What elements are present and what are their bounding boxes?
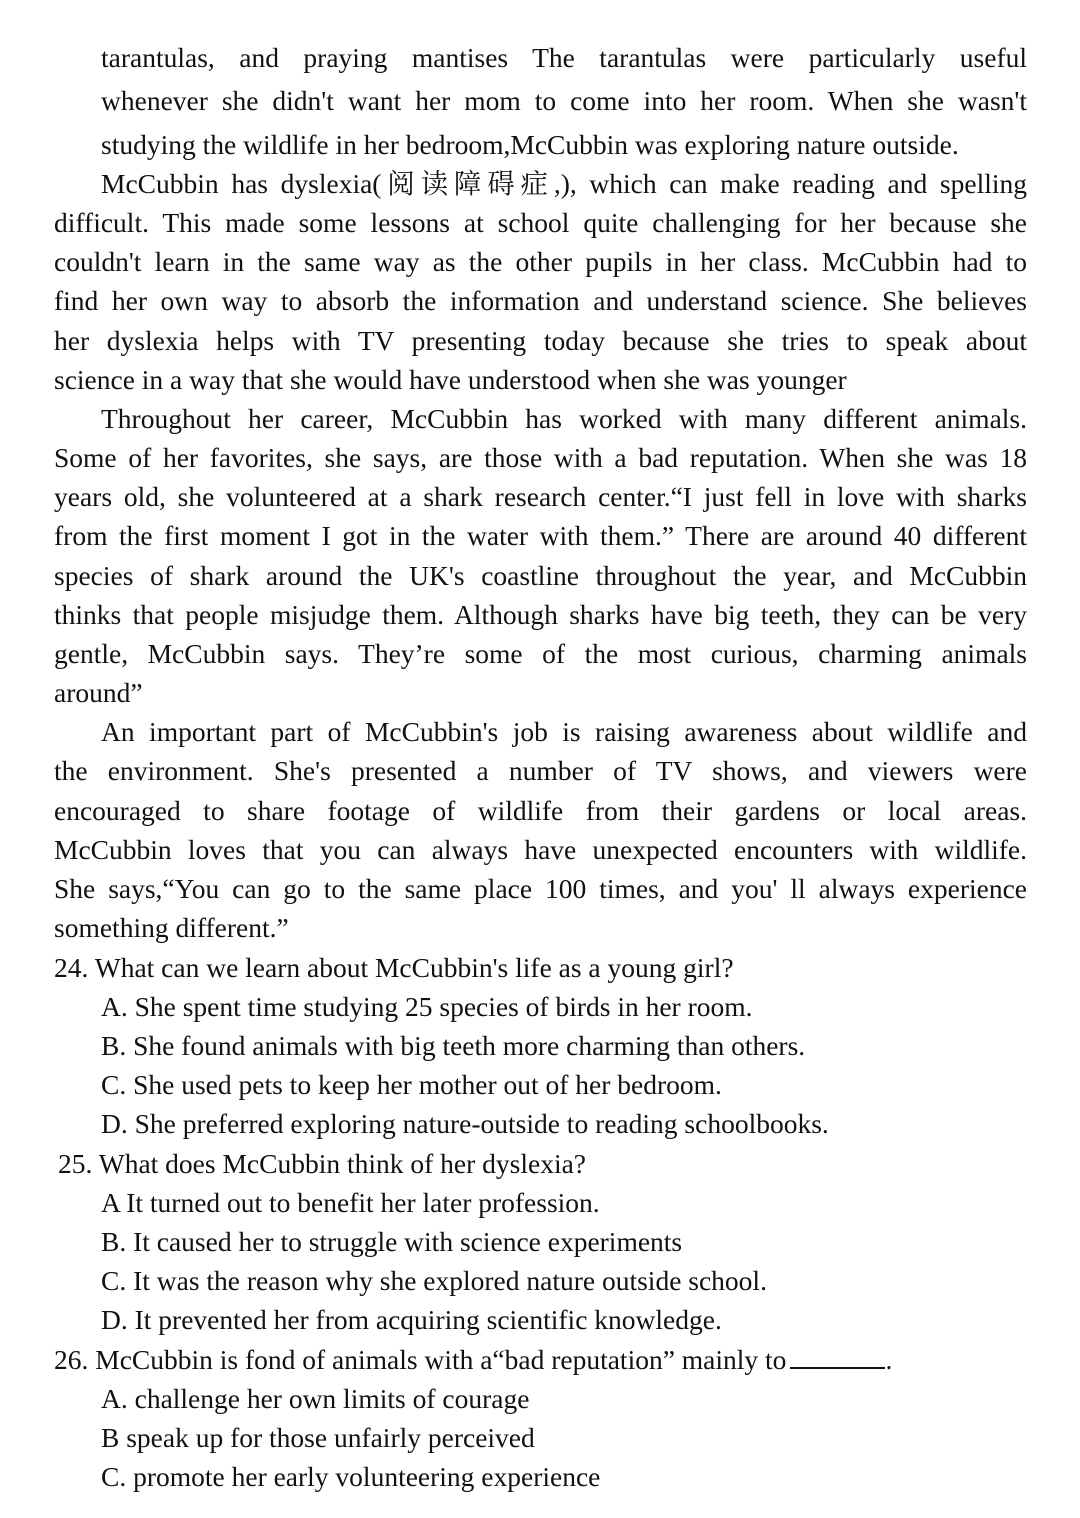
question-24-option-b[interactable]: B. She found animals with big teeth more charming than others. — [101, 1030, 806, 1061]
passage-line: Throughout her career, McCubbin has worked with many different animals. — [101, 403, 1027, 434]
question-26-stem-end: . — [885, 1344, 893, 1375]
passage-line: An important part of McCubbin's job is raising awareness about wildlife and — [101, 716, 1027, 747]
question-25-option-c[interactable]: C. It was the reason why she explored nature outside school. — [101, 1265, 767, 1296]
passage-line: tarantulas, and praying mantises The tarantulas were particularly useful — [101, 42, 1027, 73]
passage-line: find her own way to absorb the information and understand science. She believes — [54, 285, 1027, 316]
passage-line: Some of her favorites, she says, are those with a bad reputation. When she was 18 — [54, 442, 1027, 473]
passage-line: McCubbin loves that you can always have unexpected encounters with wildlife. — [54, 834, 1027, 865]
question-26-option-c[interactable]: C. promote her early volunteering experience — [101, 1461, 601, 1492]
question-24-option-d[interactable]: D. She preferred exploring nature-outside to reading schoolbooks. — [101, 1108, 829, 1139]
question-25-option-a[interactable]: A It turned out to benefit her later profession. — [101, 1187, 600, 1218]
passage-line: couldn't learn in the same way as the other pupils in her class. McCubbin had to — [54, 246, 1027, 277]
passage-line: She says,“You can go to the same place 100 times, and you' ll always experience — [54, 873, 1027, 904]
passage-line: species of shark around the UK's coastline throughout the year, and McCubbin — [54, 560, 1027, 591]
passage-line: thinks that people misjudge them. Although sharks have big teeth, they can be very — [54, 599, 1027, 630]
passage-line: from the first moment I got in the water with them.” There are around 40 different — [54, 520, 1027, 551]
question-25-option-d[interactable]: D. It prevented her from acquiring scientific knowledge. — [101, 1304, 722, 1335]
answer-blank — [790, 1351, 885, 1369]
question-26-stem-text: 26. McCubbin is fond of animals with a“bad reputation” mainly to — [54, 1344, 787, 1375]
question-26-stem — [54, 1340, 892, 1379]
passage-line: science in a way that she would have understood when she was younger — [54, 364, 847, 395]
passage-line: studying the wildlife in her bedroom,McCubbin was exploring nature outside. — [101, 129, 959, 160]
question-26-option-a[interactable]: A. challenge her own limits of courage — [101, 1383, 530, 1414]
passage-line: gentle, McCubbin says. They’re some of the most curious, charming animals — [54, 638, 1027, 669]
question-24-option-a[interactable]: A. She spent time studying 25 species of birds in her room. — [101, 991, 753, 1022]
question-26-option-b[interactable]: B speak up for those unfairly perceived — [101, 1422, 535, 1453]
passage-line: whenever she didn't want her mom to come into her room. When she wasn't — [101, 85, 1027, 116]
passage-line: around” — [54, 677, 143, 708]
question-24-option-c[interactable]: C. She used pets to keep her mother out of her bedroom. — [101, 1069, 722, 1100]
question-24-stem: 24. What can we learn about McCubbin's life as a young girl? — [54, 952, 734, 983]
passage-line: the environment. She's presented a number of TV shows, and viewers were — [54, 755, 1027, 786]
passage-line: something different.” — [54, 912, 289, 943]
passage-line: her dyslexia helps with TV presenting today because she tries to speak about — [54, 325, 1027, 356]
passage-line: McCubbin has dyslexia(阅读障碍症,), which can make reading and spelling — [101, 168, 1027, 199]
passage-line: years old, she volunteered at a shark research center.“I just fell in love with sharks — [54, 481, 1027, 512]
passage-line: encouraged to share footage of wildlife from their gardens or local areas. — [54, 795, 1027, 826]
question-25-stem: 25. What does McCubbin think of her dyslexia? — [58, 1148, 587, 1179]
passage-line: difficult. This made some lessons at school quite challenging for her because she — [54, 207, 1027, 238]
question-25-option-b[interactable]: B. It caused her to struggle with science experiments — [101, 1226, 683, 1257]
